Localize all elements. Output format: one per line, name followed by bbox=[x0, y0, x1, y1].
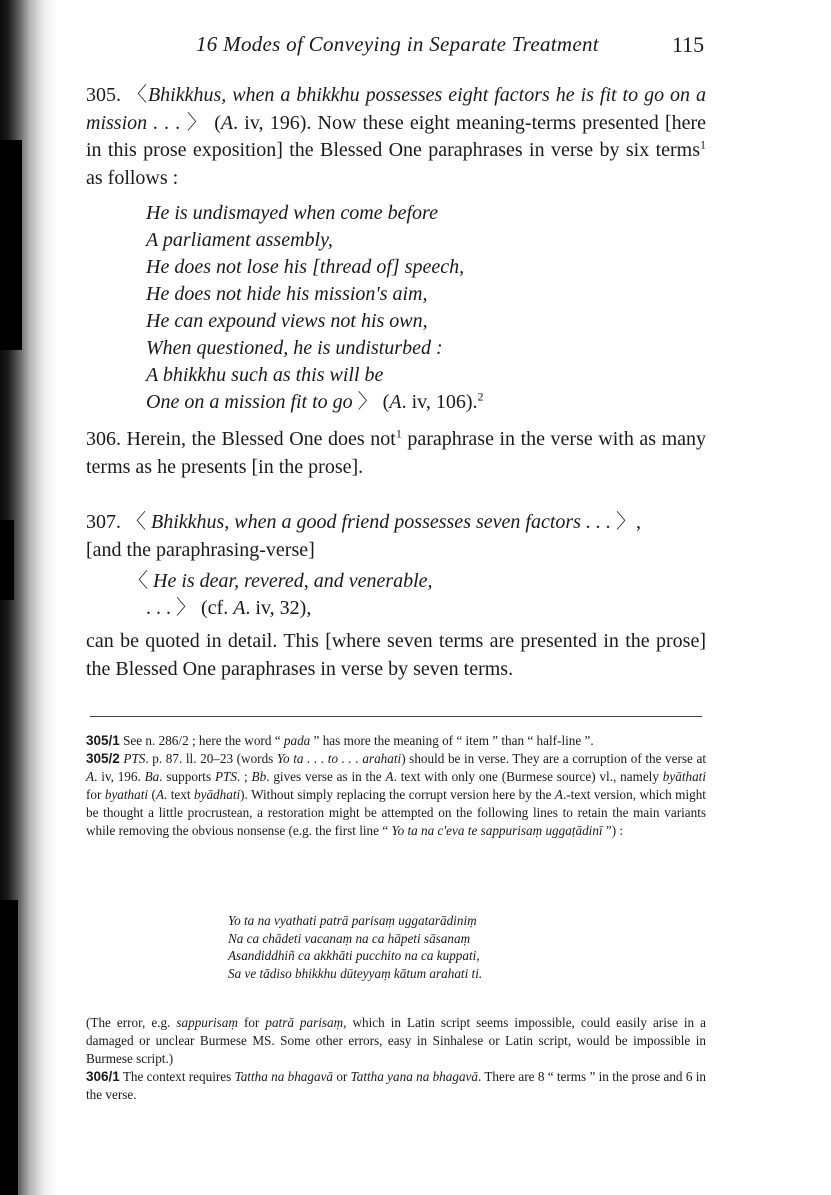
footnote-text: . text bbox=[164, 787, 194, 802]
footnote-id: 305/1 bbox=[86, 733, 120, 748]
footnote-text: . supports bbox=[159, 769, 215, 784]
quoted-sutta: Bhikkhus, when a bhikkhu possesses eight factors he is fit to go on a mission . . . bbox=[86, 84, 707, 134]
footnote-text: . p. 87. ll. 20–23 (words bbox=[145, 751, 277, 766]
footnote-italic: Yo ta na c'eva te sappurisaṃ uggaṭādinī bbox=[391, 823, 603, 838]
footnote-text: for bbox=[86, 787, 105, 802]
footnote-text: The context requires bbox=[119, 1069, 235, 1084]
quoted-sutta: Bhikkhus, when a good friend possesses seven factors . . . bbox=[151, 511, 611, 533]
footnote-rule bbox=[90, 716, 702, 717]
footnote-mark: 2 bbox=[477, 389, 484, 404]
paragraph-307-cont bbox=[86, 628, 706, 683]
ref-abbrev: A bbox=[389, 391, 402, 413]
footnote-verse bbox=[228, 912, 482, 982]
footnote-italic: sappurisaṃ bbox=[176, 1015, 238, 1030]
verse-line-last bbox=[146, 389, 483, 416]
paragraph-305 bbox=[86, 82, 706, 192]
footnote-text: . There are 8 “ terms ” in the prose and 6 in the verse. bbox=[86, 1069, 706, 1102]
footnote-italic: pada bbox=[283, 733, 311, 748]
footnote-italic: byādhati bbox=[194, 787, 241, 802]
footnote-italic: A bbox=[155, 787, 164, 802]
footnote-verse-line: Asandiddhiñ ca akkhāti pucchito na ca kuppati, bbox=[228, 948, 480, 963]
footnote-verse-line: Na ca chādeti vacanaṃ na ca hāpeti sāsanaṃ bbox=[228, 930, 471, 946]
footnote-text: ). Without simply replacing the corrupt version here by the bbox=[240, 787, 555, 802]
footnote-id: 305/2 bbox=[86, 751, 120, 766]
footnote-italic: byāthati bbox=[662, 769, 707, 784]
section-number: 307. bbox=[86, 511, 121, 533]
verse-line: He is undismayed when come before bbox=[146, 202, 438, 224]
footnote-text: See n. 286/2 ; here the word “ bbox=[119, 733, 284, 748]
paragraph-text: . iv, 196). Now these eight meaning-terms presented [here in this prose exposition] the Blessed One paraphrases in verse by six terms bbox=[86, 111, 707, 161]
binding-streak bbox=[0, 900, 18, 1195]
footnote-text: . text with only one (Burmese source) vl., namely bbox=[393, 769, 663, 784]
footnote-text: or bbox=[333, 1069, 351, 1084]
footnote-verse-line: Yo ta na vyathati patrā parisaṃ uggatarādiniṃ bbox=[228, 913, 477, 928]
footnote-text: ) should be in verse. They are a corruption of the verse at bbox=[401, 751, 706, 766]
footnote-306-1 bbox=[86, 1068, 706, 1104]
quote-open: 〈 bbox=[126, 84, 148, 106]
paragraph-text: [and the paraphrasing-verse] bbox=[86, 538, 315, 561]
footnote-italic: PTS bbox=[123, 751, 146, 766]
verse-line: He does not hide his mission's aim, bbox=[146, 283, 428, 305]
paragraph-text: can be quoted in detail. This [where seven terms are presented in the prose] the Blessed One paraphrases in verse by seven terms. bbox=[86, 630, 706, 680]
running-title: 16 Modes of Conveying in Separate Treatment bbox=[196, 32, 599, 56]
verse-line: When questioned, he is undisturbed : bbox=[146, 337, 443, 359]
footnote-italic: PTS bbox=[214, 769, 237, 784]
verse-text: One on a mission fit to go bbox=[146, 391, 353, 413]
paragraph-text: 306. Herein, the Blessed One does not bbox=[86, 428, 396, 450]
footnote-305-1 bbox=[86, 732, 706, 750]
binding-streak bbox=[0, 140, 22, 350]
footnote-305-2-cont bbox=[86, 1014, 706, 1068]
footnote-italic: A bbox=[554, 787, 563, 802]
footnote-id: 306/1 bbox=[86, 1069, 120, 1084]
footnote-mark: 1 bbox=[395, 426, 402, 441]
footnote-italic: byathati bbox=[104, 787, 149, 802]
footnote-italic: patrā parisaṃ bbox=[265, 1015, 344, 1030]
verse-line: He is dear, revered, and venerable, bbox=[153, 570, 433, 592]
paragraph-text: paraphrase in the verse with as many terms as he presents [in the prose]. bbox=[86, 428, 706, 478]
footnote-text: ( bbox=[148, 787, 156, 802]
ref-text: . iv, 32), bbox=[245, 597, 312, 619]
footnote-italic: Tattha na bhagavā bbox=[234, 1069, 334, 1084]
section-number: 305. bbox=[86, 84, 121, 106]
footnote-text: ”) : bbox=[602, 823, 624, 838]
verse-line: He does not lose his [thread of] speech, bbox=[146, 256, 465, 278]
footnote-text: for bbox=[237, 1015, 266, 1030]
quote-close: 〉 bbox=[186, 111, 209, 134]
footnote-italic: A bbox=[86, 769, 95, 784]
paragraph-text: as follows : bbox=[86, 166, 179, 189]
footnote-text: (The error, e.g. bbox=[86, 1015, 177, 1030]
footnote-italic: Tattha yana na bhagavā bbox=[350, 1069, 479, 1084]
ref-text: . iv, 106). bbox=[401, 391, 478, 413]
quote-open: 〈 bbox=[126, 511, 146, 533]
verse-line: A bhikkhu such as this will be bbox=[146, 364, 384, 386]
quote-close: 〉 bbox=[352, 391, 383, 413]
footnote-text: ” has more the meaning of “ item ” than “ half-line ”. bbox=[310, 733, 594, 748]
footnote-italic: Bb bbox=[251, 769, 267, 784]
footnotes-cont bbox=[86, 1014, 706, 1104]
footnote-text: . ; bbox=[236, 769, 252, 784]
verse-305 bbox=[146, 200, 483, 416]
footnotes bbox=[86, 732, 706, 840]
quote-close: 〉, bbox=[615, 511, 641, 533]
footnote-text: , which in Latin script seems impossible, could easily arise in a damaged or unclear Burmese MS. Some other errors, easy in Sinhalese or Latin script, would be impossible in Burmese script.) bbox=[86, 1015, 706, 1066]
footnote-text: . gives verse as in the bbox=[266, 769, 386, 784]
ref-paren: ( bbox=[214, 111, 221, 134]
footnote-italic: Yo ta . . . to . . . arahati bbox=[276, 751, 402, 766]
verse-line: A parliament assembly, bbox=[146, 229, 333, 251]
verse-line: He can expound views not his own, bbox=[146, 310, 428, 332]
footnote-italic: Ba bbox=[144, 769, 160, 784]
verse-line: . . . 〉 (cf. bbox=[146, 597, 234, 619]
footnote-text: . iv, 196. bbox=[94, 769, 145, 784]
ref-paren: ( bbox=[382, 391, 390, 413]
footnote-305-2 bbox=[86, 750, 706, 840]
quote-open: 〈 bbox=[128, 570, 148, 592]
paragraph-306 bbox=[86, 426, 706, 481]
binding-streak bbox=[0, 520, 14, 600]
verse-307 bbox=[128, 568, 433, 622]
footnote-mark: 1 bbox=[700, 137, 706, 152]
footnote-verse-line: Sa ve tādiso bhikkhu dūteyyaṃ kātum arahati ti. bbox=[228, 965, 483, 981]
paragraph-307 bbox=[86, 509, 706, 564]
footnote-text: .-text version, which might be thought a little procrustean, a restoration might be attempted on the following lines to retain the main variants while removing the obvious nonsense (e.g. the first line “ bbox=[86, 787, 706, 838]
footnote-italic: A bbox=[385, 769, 394, 784]
ref-abbrev: A bbox=[220, 111, 234, 134]
page-number: 115 bbox=[672, 32, 705, 57]
ref-abbrev: A bbox=[233, 597, 246, 619]
